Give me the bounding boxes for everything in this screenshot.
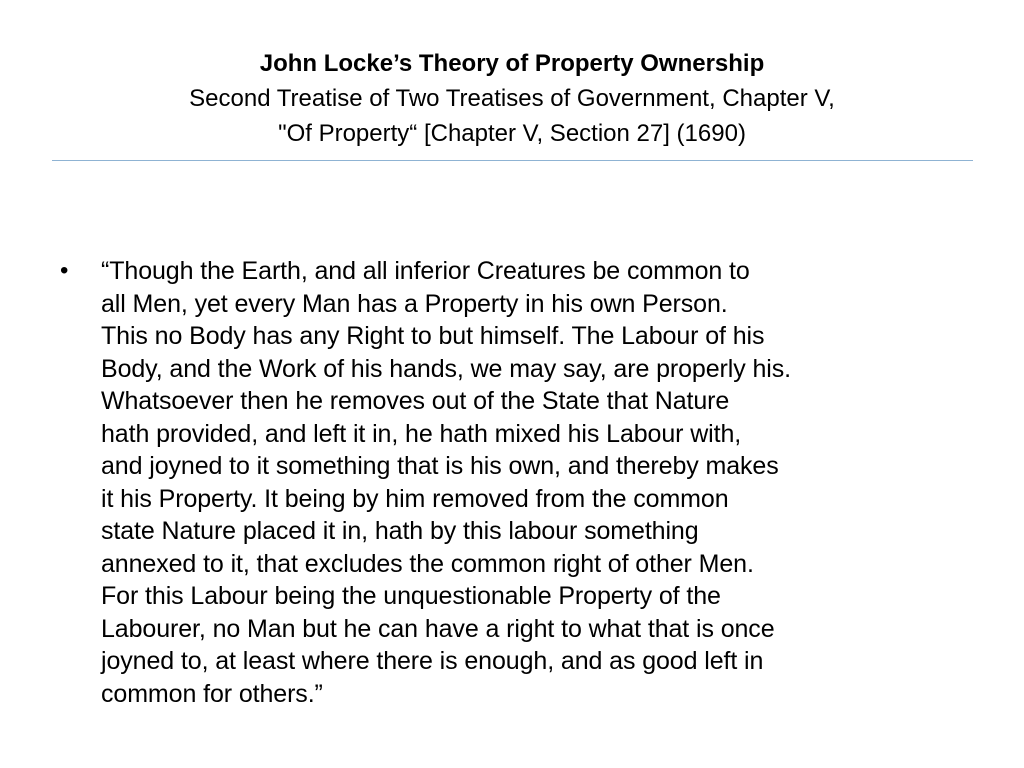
quote-line: “Though the Earth, and all inferior Creatures be common to xyxy=(101,257,750,285)
quote-text xyxy=(101,255,970,710)
quote-line: common for others.” xyxy=(101,679,323,708)
quote-line: all Men, yet every Man has a Property in his own Person. xyxy=(101,289,728,318)
quote-bullet-item xyxy=(60,255,970,710)
quote-line: and joyned to it something that is his own, and thereby makes xyxy=(101,452,779,480)
body-bullet-list xyxy=(60,255,970,710)
quote-line: it his Property. It being by him removed from the common xyxy=(101,484,729,513)
subtitle-line-2: "Of Property“ [Chapter V, Section 27] (1690) xyxy=(278,120,746,147)
title-main: John Locke’s Theory of Property Ownership xyxy=(259,50,765,77)
quote-line: Labourer, no Man but he can have a right to what that is once xyxy=(101,614,775,643)
quote-line: annexed to it, that excludes the common right of other Men. xyxy=(101,549,754,578)
title-divider xyxy=(52,160,973,161)
slide-title xyxy=(60,46,964,151)
quote-line: hath provided, and left it in, he hath mixed his Labour with, xyxy=(101,419,742,448)
quote-line: This no Body has any Right to but himself. The Labour of his xyxy=(101,322,765,350)
bullet-icon: • xyxy=(60,257,69,284)
quote-line: joyned to, at least where there is enough, and as good left in xyxy=(101,647,764,675)
subtitle-line-1: Second Treatise of Two Treatises of Government, Chapter V, xyxy=(189,85,835,112)
quote-line: state Nature placed it in, hath by this labour something xyxy=(101,517,699,545)
quote-line: Whatsoever then he removes out of the State that Nature xyxy=(101,387,730,415)
quote-line: For this Labour being the unquestionable Property of the xyxy=(101,582,721,610)
quote-line: Body, and the Work of his hands, we may say, are properly his. xyxy=(101,354,791,383)
